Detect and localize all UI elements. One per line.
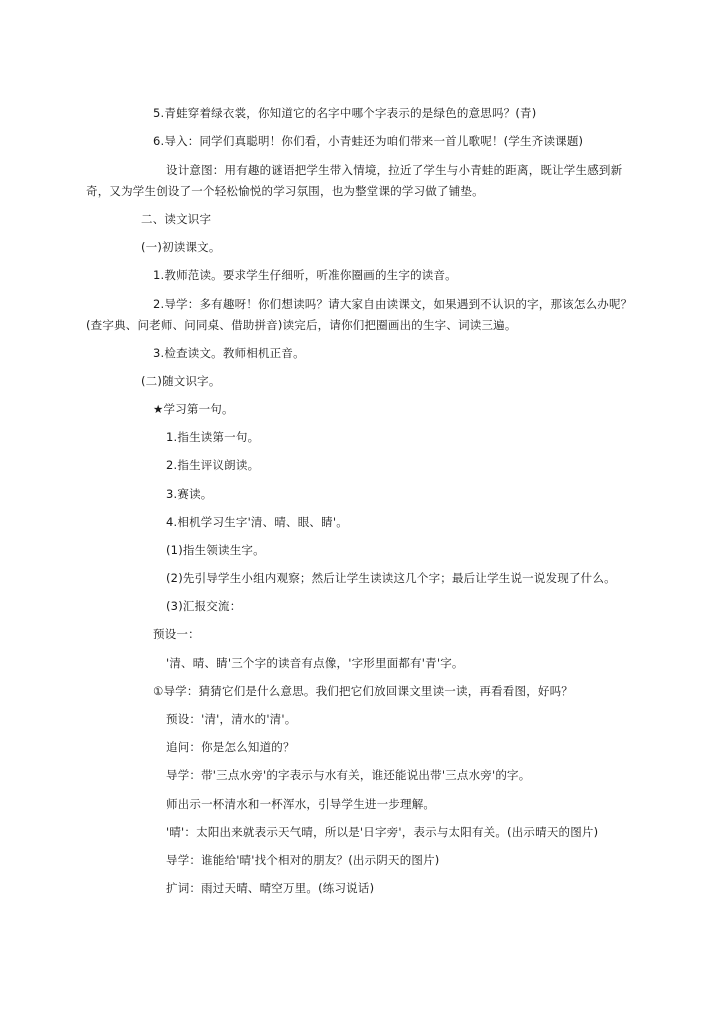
text-line: 师出示一杯清水和一杯浑水，引导学生进一步理解。 — [166, 797, 436, 811]
text-line: 3.赛读。 — [166, 487, 213, 501]
text-line: (查字典、问老师、问同桌、借助拼音)读完后，请你们把圈画出的生字、词读三遍。 — [86, 318, 517, 332]
text-line: 设计意图：用有趣的谜语把学生带入情境，拉近了学生与小青蛙的距离，既让学生感到新 — [166, 163, 623, 177]
text-line: ①导学：猜猜它们是什么意思。我们把它们放回课文里读一读，再看看图，好吗？ — [153, 684, 574, 698]
text-line: ★学习第一句。 — [153, 402, 234, 416]
text-line: '晴'：太阳出来就表示天气晴，所以是'日字旁'，表示与太阳有关。(出示晴天的图片) — [166, 825, 599, 839]
subsection-heading: (一)初读课文。 — [141, 240, 221, 254]
text-line: 导学：带'三点水旁'的字表示与水有关，谁还能说出带'三点水旁'的字。 — [166, 768, 531, 782]
subsection-heading: (二)随文识字。 — [141, 374, 221, 388]
text-line: (3)汇报交流： — [166, 599, 242, 613]
text-line: (1)指生领读生字。 — [166, 543, 265, 557]
text-line: 6.导入：同学们真聪明！你们看，小青蛙还为咱们带来一首儿歌呢！(学生齐读课题) — [153, 134, 584, 148]
text-line: 预设一： — [153, 627, 200, 641]
text-line: 扩词：雨过天晴、晴空万里。(练习说话) — [166, 881, 375, 895]
text-line: 导学：谁能给'晴'找个相对的朋友？(出示阴天的图片) — [166, 853, 440, 867]
text-line: 1.指生读第一句。 — [166, 430, 260, 444]
text-line: 4.相机学习生字'清、晴、眼、睛'。 — [166, 515, 348, 529]
text-line: 预设：'清'，清水的'清'。 — [166, 712, 297, 726]
text-line: 追问：你是怎么知道的？ — [166, 740, 295, 754]
section-heading: 二、读文识字 — [141, 212, 212, 226]
text-line: 3.检查读文。教师相机正音。 — [153, 346, 305, 360]
text-line: 2.导学：多有趣呀！你们想读吗？请大家自由读课文，如果遇到不认识的字，那该怎么办呢？ — [153, 297, 633, 311]
text-line: 2.指生评议朗读。 — [166, 458, 260, 472]
text-line: '清、晴、睛'三个字的读音有点像，'字形里面都有'青'字。 — [166, 656, 464, 670]
text-line: (2)先引导学生小组内观察；然后让学生读读这几个字；最后让学生说一说发现了什么。 — [166, 571, 616, 585]
text-line: 奇，又为学生创设了一个轻松愉悦的学习氛围，也为整堂课的学习做了铺垫。 — [86, 184, 484, 198]
text-line: 1.教师范读。要求学生仔细听，听准你圈画的生字的读音。 — [153, 268, 457, 282]
text-line: 5.青蛙穿着绿衣裳，你知道它的名字中哪个字表示的是绿色的意思吗？(青) — [153, 106, 537, 120]
